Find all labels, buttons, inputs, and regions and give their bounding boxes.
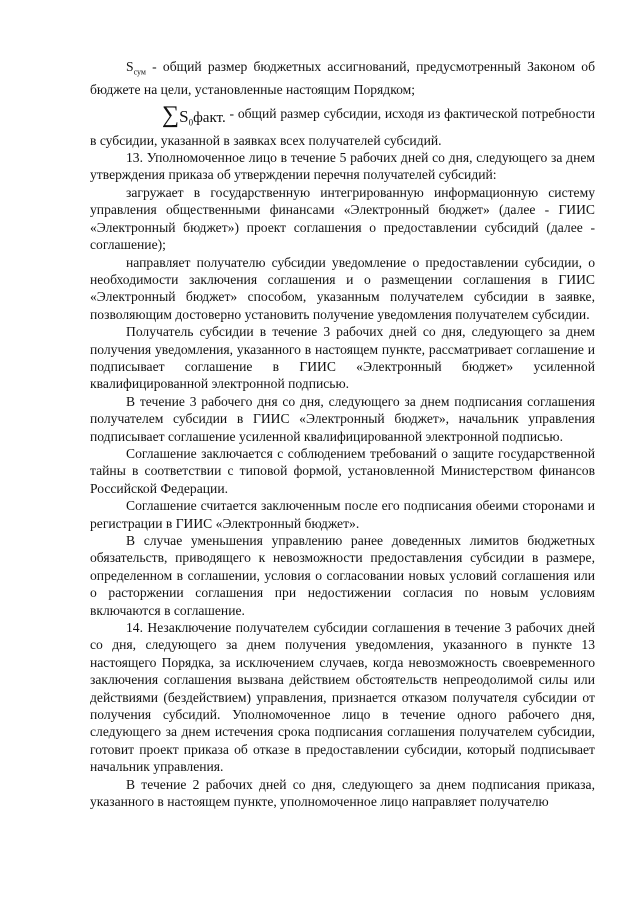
- paragraph: направляет получателю субсидии уведомление о предоставлении субсидии, о необходимости заключения соглашения и о размещении соглашения в ГИИС «Электронный бюджет» способом, указанным получателем субсидии в заявке, позволяющим достоверно установить получение уведомления получателем субсидии.: [90, 254, 595, 322]
- paragraph: Соглашение заключается с соблюдением требований о защите государственной тайны в соответствии с типовой формой, установленной Министерством финансов Российской Федерации.: [90, 445, 595, 496]
- paragraph: Соглашение считается заключенным после его подписания обеими сторонами и регистрации в ГИИС «Электронный бюджет».: [90, 498, 595, 531]
- paragraph: В течение 2 рабочих дней со дня, следующего за днем подписания приказа, указанного в настоящем пункте, уполномоченное лицо направляет получателю: [90, 776, 595, 810]
- paragraph: загружает в государственную интегрированную информационную систему управления общественными финансами «Электронный бюджет» (далее - ГИИС «Электронный бюджет») проект соглашения о предоставлении субсидий (далее - соглашение);: [90, 184, 595, 253]
- formula-symbol: S: [126, 59, 134, 74]
- formula-symbol: S: [179, 106, 189, 126]
- paragraph: 14. Незаключение получателем субсидии соглашения в течение 3 рабочих дней со дня, следующего за днем получения уведомления, указанного в пункте 13 настоящего Порядка, за исключением случаев, когда невозможность своевременного заключения соглашения вызвана действием обстоятельств непреодолимой силы или действиями (бездействием) управления, признается отказом получателя субсидии от получения субсидий. Уполномоченное лицо в течение одного рабочего дня, следующего за днем истечения срока подписания соглашения получателем субсидии, готовит проект приказа об отказе в предоставлении субсидии, который подписывает начальник управления.: [90, 620, 595, 775]
- sigma-icon: ∑: [162, 101, 180, 128]
- formula-sum-s0-definition: [90, 101, 595, 150]
- formula-subscript: 0: [188, 117, 194, 128]
- paragraph: В течение 3 рабочего дня со дня, следующего за днем подписания соглашения получателем субсидии в ГИИС «Электронный бюджет», начальник управления подписывает соглашение усиленной квалифицированной электронной подписью.: [90, 393, 595, 444]
- sum-formula: [126, 101, 226, 132]
- paragraph: Получатель субсидии в течение 3 рабочих дней со дня, следующего за днем получения уведомления, указанного в настоящем пункте, рассматривает соглашение и подписывает соглашение в ГИИС «Электронный бюджет» усиленной квалифицированной электронной подписью.: [90, 324, 595, 392]
- formula-suffix: факт.: [193, 109, 226, 126]
- formula-subscript: сум: [133, 67, 146, 77]
- formula-description: - общий размер субсидии, исходя из фактической потребности в субсидии, указанной в заявках всех получателей субсидий.: [90, 105, 595, 148]
- paragraph: 13. Уполномоченное лицо в течение 5 рабочих дней со дня, следующего за днем утверждения приказа об утверждении перечня получателей субсидий:: [90, 150, 595, 183]
- formula-ssum-definition: [90, 58, 595, 99]
- document-page: [90, 58, 595, 811]
- paragraph: В случае уменьшения управлению ранее доведенных лимитов бюджетных обязательств, приводящего к невозможности предоставления субсидии в размере, определенном в соглашении, условия о согласовании новых условий соглашения или о расторжении соглашения при недостижении согласия по новым условиям включаются в соглашение.: [90, 533, 595, 618]
- formula-description: - общий размер бюджетных ассигнований, предусмотренный Законом об бюджете на цели, установленные настоящим Порядком;: [90, 59, 595, 98]
